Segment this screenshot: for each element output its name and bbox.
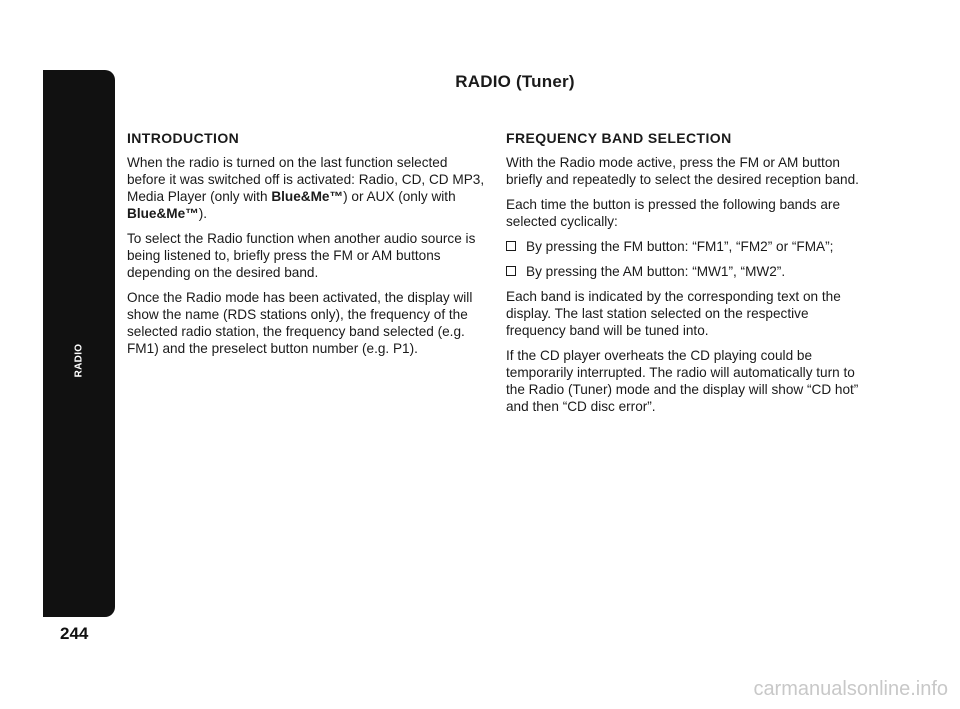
checkbox-bullet-icon xyxy=(506,241,516,251)
watermark: carmanualsonline.info xyxy=(753,678,948,700)
section-tab-label: RADIO xyxy=(73,343,85,377)
frequency-band-heading: FREQUENCY BAND SELECTION xyxy=(506,130,732,146)
page-title: RADIO (Tuner) xyxy=(455,72,575,91)
frequency-band-paragraph-2: Each time the button is pressed the following bands are selected cyclically: xyxy=(506,197,841,229)
introduction-paragraph-3: Once the Radio mode has been activated, the display will show the name (RDS stations only), the frequency of the selected radio station, the frequency band selected (e.g. FM1) and the preselect button number (e.g. P1). xyxy=(127,290,473,356)
band-list xyxy=(506,238,868,280)
frequency-band-paragraph-3: Each band is indicated by the corresponding text on the display. The last station selected on the respective frequency band will be tuned into. xyxy=(506,289,841,338)
frequency-band-section xyxy=(506,130,868,423)
checkbox-bullet-icon xyxy=(506,266,516,276)
introduction-heading: INTRODUCTION xyxy=(127,130,240,146)
introduction-paragraph-1: When the radio is turned on the last function selected before it was switched off is activated: Radio, CD, CD MP3, Media Player (only with Blue&Me™) or AUX (only with Blue&Me™). xyxy=(127,155,485,221)
frequency-band-paragraph-4: If the CD player overheats the CD playing could be temporarily interrupted. The radio will automatically turn to the Radio (Tuner) mode and the display will show “CD hot” and then “CD disc error”. xyxy=(506,348,859,414)
introduction-paragraph-2: To select the Radio function when another audio source is being listened to, briefly press the FM or AM buttons depending on the desired band. xyxy=(127,231,476,280)
page-number: 244 xyxy=(60,624,89,643)
frequency-band-paragraph-1: With the Radio mode active, press the FM or AM button briefly and repeatedly to select the desired reception band. xyxy=(506,155,859,187)
band-list-item: By pressing the AM button: “MW1”, “MW2”. xyxy=(506,263,868,280)
introduction-section xyxy=(127,130,489,365)
band-list-item: By pressing the FM button: “FM1”, “FM2” or “FMA”; xyxy=(506,238,868,255)
